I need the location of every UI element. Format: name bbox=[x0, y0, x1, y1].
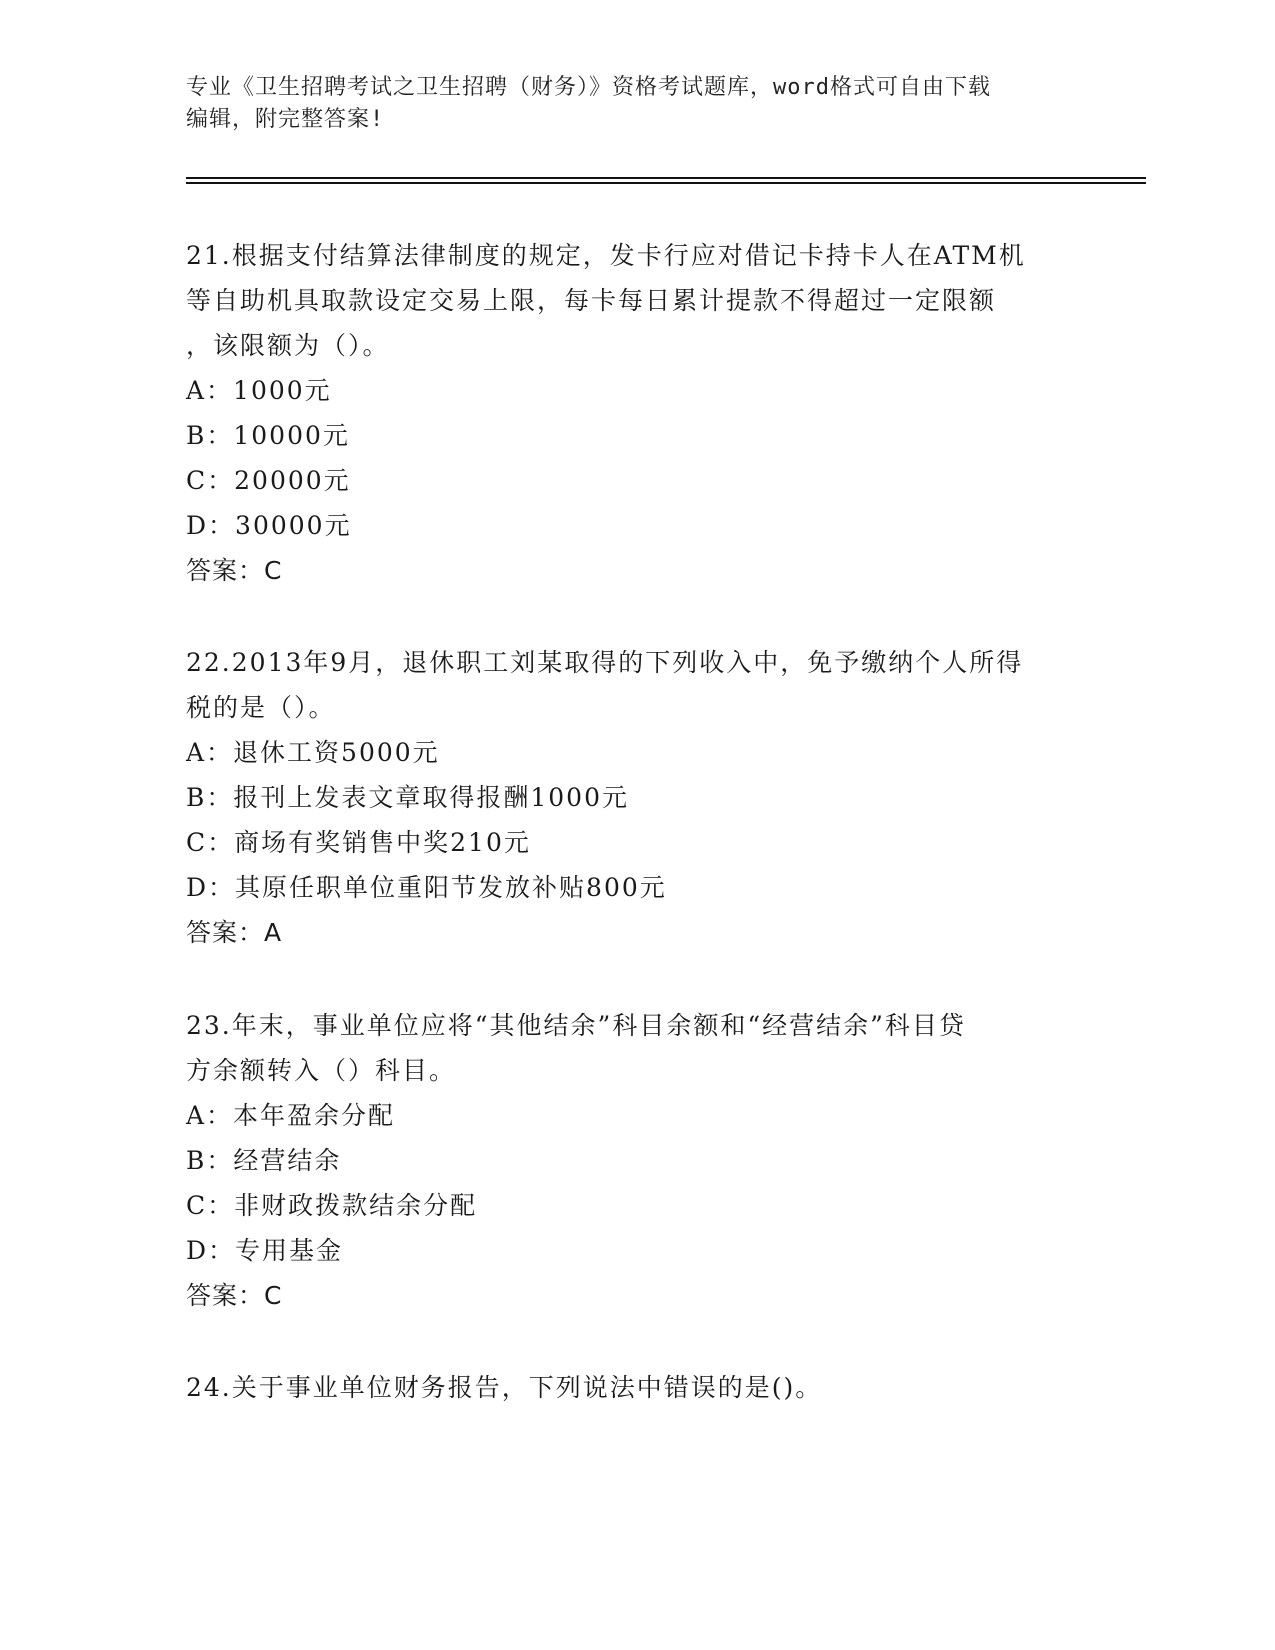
option-c: C：20000元 bbox=[186, 466, 351, 495]
option-b: B：经营结余 bbox=[186, 1146, 342, 1175]
question-text-line: ，该限额为（）。 bbox=[186, 331, 390, 360]
question-text-line: 22.2013年9月，退休职工刘某取得的下列收入中，免予缴纳个人所得 bbox=[186, 648, 1024, 677]
option-a: A：1000元 bbox=[186, 376, 332, 405]
answer: 答案：C bbox=[186, 556, 283, 585]
option-b: B：报刊上发表文章取得报酬1000元 bbox=[186, 783, 629, 812]
header-line-2: 编辑，附完整答案! bbox=[186, 107, 385, 132]
header-divider-bottom bbox=[186, 182, 1146, 184]
question-text-line: 21.根据支付结算法律制度的规定，发卡行应对借记卡持卡人在ATM机 bbox=[186, 241, 1026, 270]
question-23 bbox=[186, 1003, 1086, 1318]
question-text-line: 等自助机具取款设定交易上限，每卡每日累计提款不得超过一定限额 bbox=[186, 286, 997, 315]
document-header bbox=[186, 72, 1066, 136]
option-c: C：商场有奖销售中奖210元 bbox=[186, 828, 531, 857]
option-d: D：专用基金 bbox=[186, 1236, 344, 1265]
question-24 bbox=[186, 1365, 1086, 1410]
option-a: A：退休工资5000元 bbox=[186, 738, 440, 767]
answer: 答案：A bbox=[186, 918, 283, 947]
answer: 答案：C bbox=[186, 1281, 283, 1310]
header-line-1: 专业《卫生招聘考试之卫生招聘（财务）》资格考试题库，word格式可自由下载 bbox=[186, 75, 991, 100]
option-c: C：非财政拨款结余分配 bbox=[186, 1191, 478, 1220]
option-a: A：本年盈余分配 bbox=[186, 1101, 396, 1130]
option-d: D：30000元 bbox=[186, 511, 352, 540]
question-text-line: 税的是（）。 bbox=[186, 693, 336, 722]
option-b: B：10000元 bbox=[186, 421, 350, 450]
question-22 bbox=[186, 640, 1086, 955]
header-divider-top bbox=[186, 177, 1146, 179]
question-text-line: 23.年末，事业单位应将“其他结余”科目余额和“经营结余”科目贷 bbox=[186, 1011, 966, 1040]
question-21 bbox=[186, 233, 1086, 593]
question-text-line: 24.关于事业单位财务报告，下列说法中错误的是()。 bbox=[186, 1373, 823, 1402]
option-d: D：其原任职单位重阳节发放补贴800元 bbox=[186, 873, 667, 902]
question-text-line: 方余额转入（）科目。 bbox=[186, 1056, 457, 1085]
